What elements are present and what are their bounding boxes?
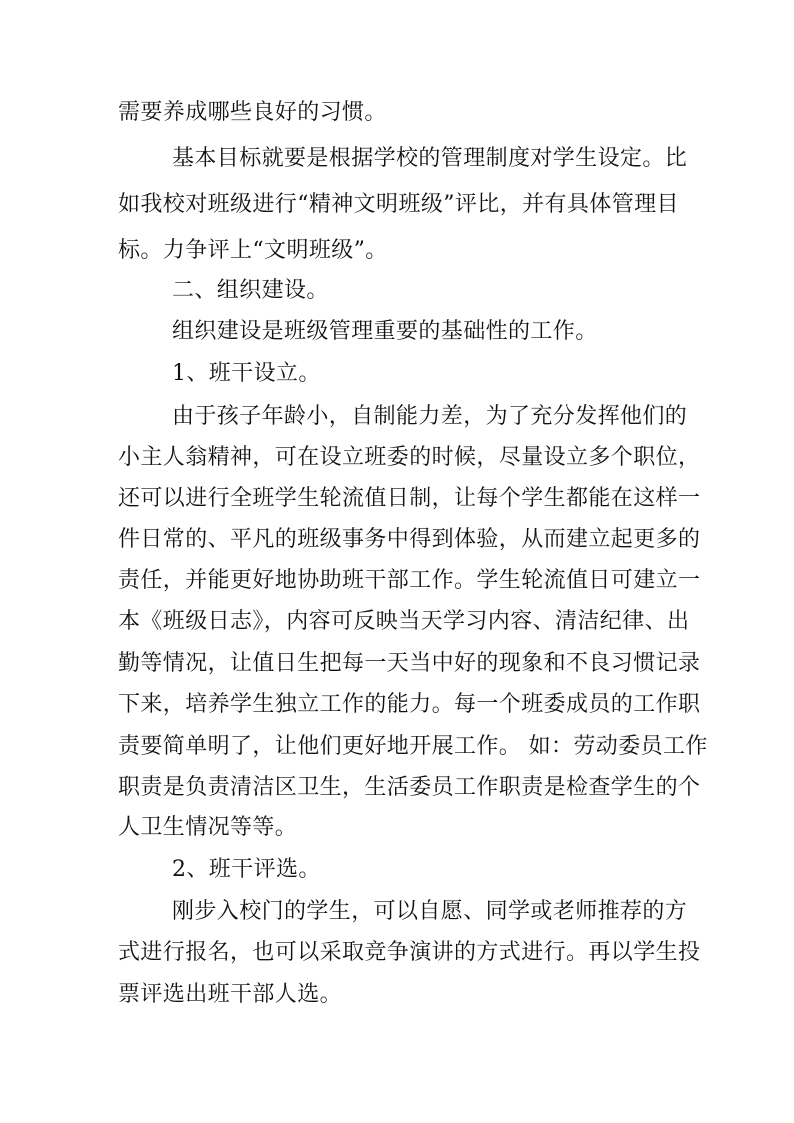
- text-line: 本《班级日志》，内容可反映当天学习内容、清洁纪律、出: [118, 609, 690, 634]
- subsection-heading: 2、班干评选。: [172, 857, 321, 882]
- text-line: 式进行报名，也可以采取竞争演讲的方式进行。再以学生投: [118, 940, 701, 965]
- text-line: 责任，并能更好地协助班干部工作。学生轮流值日可建立一: [118, 568, 701, 593]
- text-line: 下来，培养学生独立工作的能力。每一个班委成员的工作职: [118, 692, 701, 717]
- text-line: 如我校对班级进行“精神文明班级”评比，并有具体管理目: [118, 192, 679, 217]
- subsection-heading: 1、班干设立。: [172, 361, 321, 386]
- text-line: 人卫生情况等等。: [118, 815, 298, 840]
- text-line: 职责是负责清洁区卫生，生活委员工作职责是检查学生的个: [118, 775, 701, 800]
- text-line: 刚步入校门的学生，可以自愿、同学或老师推荐的方: [172, 899, 688, 924]
- text-line: 需要养成哪些良好的习惯。: [118, 100, 387, 125]
- text-line: 责要简单明了，让他们更好地开展工作。 如：劳动委员工作: [118, 734, 708, 759]
- text-line: 标。力争评上“文明班级”。: [118, 238, 388, 263]
- text-line: 组织建设是班级管理重要的基础性的工作。: [172, 319, 598, 344]
- text-line: 件日常的、平凡的班级事务中得到体验，从而建立起更多的: [118, 527, 701, 552]
- text-line: 基本目标就要是根据学校的管理制度对学生设定。比: [172, 146, 688, 171]
- section-heading: 二、组织建设。: [172, 278, 329, 303]
- text-line: 小主人翁精神，可在设立班委的时候，尽量设立多个职位，: [118, 445, 701, 470]
- text-line: 还可以进行全班学生轮流值日制，让每个学生都能在这样一: [118, 486, 701, 511]
- text-line: 票评选出班干部人选。: [118, 982, 343, 1007]
- text-line: 由于孩子年龄小，自制能力差，为了充分发挥他们的: [172, 404, 688, 429]
- text-line: 勤等情况，让值日生把每一天当中好的现象和不良习惯记录: [118, 651, 701, 676]
